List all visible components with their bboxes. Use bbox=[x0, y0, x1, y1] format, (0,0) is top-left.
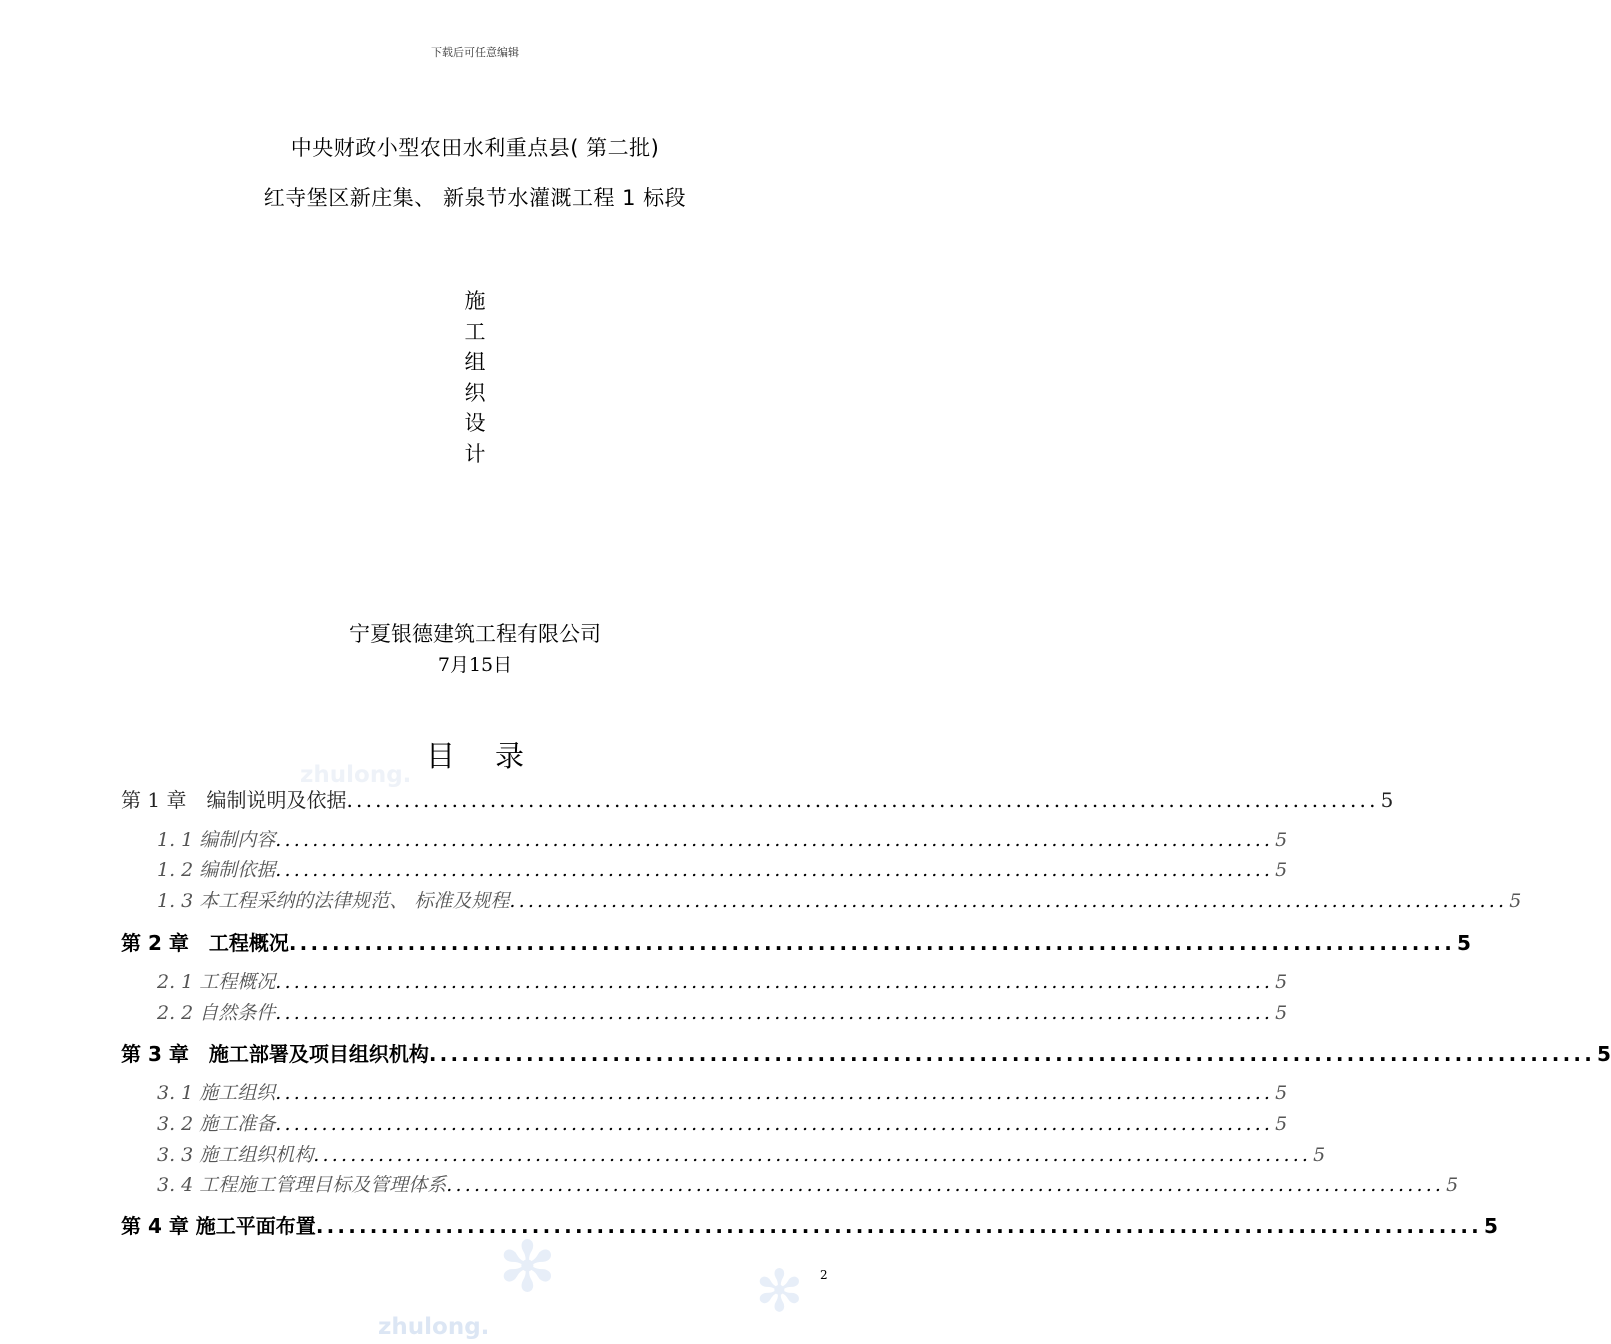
watermark-logo: zhulong. bbox=[378, 1314, 490, 1340]
toc-page: 5 bbox=[1275, 1113, 1288, 1135]
toc-section-3-3[interactable] bbox=[157, 1140, 1326, 1167]
snowflake-watermark-icon: ✻ bbox=[498, 1226, 557, 1308]
dot-leader: ............................................................................................................ bbox=[275, 829, 1274, 851]
toc-page: 5 bbox=[1275, 1002, 1288, 1024]
toc-page: 5 bbox=[1275, 1082, 1288, 1104]
toc-chapter-1[interactable] bbox=[121, 784, 1394, 813]
toc-section-2-2[interactable] bbox=[157, 998, 1288, 1025]
dot-leader: ............................................................................................................ bbox=[275, 971, 1274, 993]
toc-page: 5 bbox=[1483, 1214, 1498, 1238]
toc-chapter-2[interactable] bbox=[121, 927, 1471, 956]
toc-page: 5 bbox=[1275, 829, 1288, 851]
dot-leader: ............................................................................................................ bbox=[315, 1214, 1482, 1238]
toc-label: 1. 1 编制内容 bbox=[157, 829, 276, 851]
toc-page: 5 bbox=[1380, 788, 1394, 812]
dot-leader: ............................................................................................................ bbox=[275, 1082, 1274, 1104]
toc-label: 第 1 章 编制说明及依据 bbox=[121, 788, 347, 812]
toc-label: 第 2 章 工程概况 bbox=[121, 931, 289, 955]
toc-section-1-1[interactable] bbox=[157, 825, 1288, 852]
page-number: 2 bbox=[820, 1268, 828, 1282]
project-title-line-2: 红寺堡区新庄集、 新泉节水灌溉工程 1 标段 bbox=[263, 186, 687, 210]
toc-label: 1. 2 编制依据 bbox=[157, 859, 276, 881]
toc-chapter-4[interactable] bbox=[121, 1210, 1498, 1239]
toc-label: 第 3 章 施工部署及项目组织机构 bbox=[121, 1042, 429, 1066]
toc-page: 5 bbox=[1509, 890, 1522, 912]
toc-label: 2. 2 自然条件 bbox=[157, 1002, 276, 1024]
toc-section-3-1[interactable] bbox=[157, 1078, 1288, 1105]
toc-section-3-4[interactable] bbox=[157, 1170, 1459, 1197]
dot-leader: ............................................................................................................ bbox=[446, 1174, 1445, 1196]
toc-page: 5 bbox=[1313, 1144, 1326, 1166]
vertical-title-char: 组 bbox=[464, 350, 486, 374]
toc-label: 1. 3 本工程采纳的法律规范、 标准及规程 bbox=[157, 890, 510, 912]
vertical-title-char: 计 bbox=[464, 441, 486, 466]
dot-leader: ............................................................................................................ bbox=[275, 859, 1274, 881]
toc-label: 3. 2 施工准备 bbox=[157, 1113, 276, 1135]
dot-leader: ............................................................................................................ bbox=[313, 1144, 1312, 1166]
toc-label: 3. 1 施工组织 bbox=[157, 1082, 276, 1104]
company-name: 宁夏银德建筑工程有限公司 bbox=[349, 622, 601, 646]
toc-section-2-1[interactable] bbox=[157, 967, 1288, 994]
vertical-title-char: 织 bbox=[464, 380, 486, 405]
vertical-title-char: 施 bbox=[464, 289, 486, 313]
document-date: 7月15日 bbox=[437, 654, 513, 676]
snowflake-watermark-icon: ✻ bbox=[755, 1257, 804, 1325]
dot-leader: ............................................................................................................ bbox=[509, 890, 1508, 912]
dot-leader: ............................................................................................................ bbox=[346, 788, 1379, 812]
toc-section-1-2[interactable] bbox=[157, 855, 1288, 882]
toc-page: 5 bbox=[1275, 859, 1288, 881]
toc-label: 第 4 章 施工平面布置 bbox=[121, 1214, 316, 1238]
toc-section-3-2[interactable] bbox=[157, 1109, 1288, 1136]
toc-page: 5 bbox=[1457, 931, 1471, 955]
toc-heading: 目录 bbox=[425, 739, 564, 773]
vertical-title-char: 工 bbox=[464, 319, 486, 344]
toc-page: 5 bbox=[1597, 1042, 1611, 1066]
vertical-title-char: 设 bbox=[464, 411, 486, 435]
toc-label: 3. 4 工程施工管理目标及管理体系 bbox=[157, 1174, 447, 1196]
project-title-line-1: 中央财政小型农田水利重点县( 第二批) bbox=[290, 136, 660, 160]
header-note: 下载后可任意编辑 bbox=[431, 46, 519, 59]
dot-leader: ............................................................................................................ bbox=[288, 931, 1455, 955]
toc-label: 3. 3 施工组织机构 bbox=[157, 1144, 314, 1166]
document-type-vertical-title bbox=[462, 286, 488, 469]
toc-label: 2. 1 工程概况 bbox=[157, 971, 276, 993]
dot-leader: ............................................................................................................ bbox=[275, 1002, 1274, 1024]
toc-page: 5 bbox=[1275, 971, 1288, 993]
toc-section-1-3[interactable] bbox=[157, 886, 1522, 913]
watermark-logo: zhulong. bbox=[300, 762, 412, 788]
toc-page: 5 bbox=[1446, 1174, 1459, 1196]
toc-chapter-3[interactable] bbox=[121, 1038, 1611, 1067]
dot-leader: ............................................................................................................ bbox=[275, 1113, 1274, 1135]
dot-leader: ............................................................................................................ bbox=[428, 1042, 1595, 1066]
